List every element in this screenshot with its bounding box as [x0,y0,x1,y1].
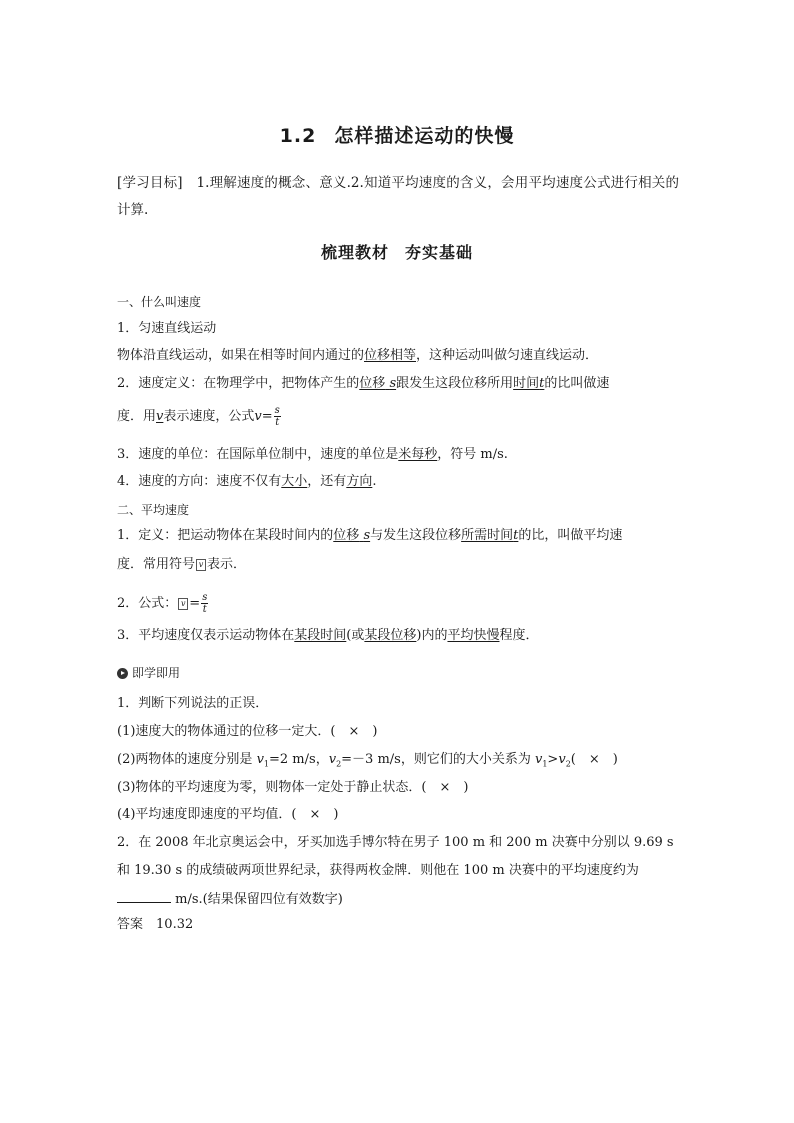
item-uniform-motion-title: 1．匀速直线运动 [117,321,217,336]
text: 3．速度的单位：在国际单位制中，速度的单位是 [117,447,399,462]
item-average-speed-definition [117,527,622,545]
item-average-speed-symbol [117,556,246,574]
text: 3．平均速度仅表示运动物体在 [117,628,295,643]
question-1-2 [117,751,618,774]
lesson-title-text: 怎样描述运动的快慢 [334,125,515,147]
blank-answer: 大小 [281,474,308,489]
text: 与发生这段位移 [370,528,462,543]
text: ( × ) [570,752,618,767]
blank-answer: 某段时间 [294,628,347,643]
blank-answer: 位移相等 [364,348,417,363]
text: (或 [346,628,365,643]
equals-sign: = [189,596,201,611]
formula-lhs: v= [254,409,273,424]
text: 表示速度，公式 [163,409,255,424]
text: 跟发生这段位移所用 [396,376,514,391]
item-speed-definition [117,375,609,393]
denominator: t [202,604,207,615]
v-bar-symbol-icon: v [196,559,206,571]
text: 的比叫做速 [544,376,610,391]
text: ，符号 m/s. [437,447,508,462]
symbol: s [363,528,371,543]
subscript: 2 [565,759,571,769]
text: 位移 [359,376,386,391]
blank-answer [513,376,544,391]
practice-heading-text: 即学即用 [132,666,181,680]
blank-answer [461,528,518,543]
symbol: v [328,752,337,767]
question-2-line-3 [117,890,343,909]
question-1-1: (1)速度大的物体通过的位移一定大．( × ) [117,724,378,739]
practice-heading [117,664,180,682]
text: 表示． [207,557,247,572]
item-speed-formula [117,405,282,428]
text: 所需时间 [461,528,514,543]
play-icon [117,668,128,679]
heading-average-speed: 二、平均速度 [117,503,190,517]
learning-goals [117,170,679,224]
text: > [547,752,559,767]
text: 度．用 [117,409,157,424]
symbol: v [256,752,264,767]
v-bar-symbol-icon: v [178,598,188,610]
blank-answer [359,376,396,391]
answer-value: 10.32 [156,917,194,932]
text: )内的 [416,628,448,643]
answer-blank [117,890,171,903]
answer-label: 答案 [117,917,144,932]
text: m/s.(结果保留四位有效数字) [175,892,343,907]
item-uniform-motion-text [117,347,598,365]
question-1: 1．判断下列说法的正误． [117,696,269,711]
blank-answer [333,528,370,543]
fraction-s-over-t [201,592,208,615]
text: ，还有 [307,474,347,489]
symbol: v [534,752,543,767]
lesson-title [0,121,794,148]
learning-goals-label: [学习目标] [117,175,183,191]
question-2-line-2: 和 19.30 s 的成绩破两项世界纪录，获得两枚金牌．则他在 100 m 决赛中的平均速度约为 [117,863,639,878]
text: 程度． [499,628,539,643]
question-2-line-1: 2．在 2008 年北京奥运会中，牙买加选手博尔特在男子 100 m 和 200 m 决赛中分别以 9.69 s [117,835,674,850]
text: 时间 [513,376,540,391]
item-speed-unit [117,446,508,464]
symbol: t [513,528,519,543]
text: 的比，叫做平均速 [518,528,623,543]
learning-goals-text: 1.理解速度的概念、意义.2.知道平均速度的含义，会用平均速度公式进行相关的计算. [117,175,679,218]
subscript: 1 [542,759,548,769]
blank-answer: 平均快慢 [447,628,500,643]
text: 位移 [333,528,360,543]
text: 2．速度定义：在物理学中，把物体产生的 [117,376,360,391]
blank-answer: 某段位移 [364,628,417,643]
text: 2．公式： [117,596,178,611]
item-average-speed-formula [117,592,209,615]
text: . [372,474,377,489]
numerator: s [274,405,280,416]
question-1-3: (3)物体的平均速度为零，则物体一定处于静止状态．( × ) [117,780,469,795]
symbol: s [389,376,397,391]
text: 1．定义：把运动物体在某段时间内的 [117,528,334,543]
blank-answer: 方向 [346,474,373,489]
symbol: v [558,752,566,767]
fraction-s-over-t [274,405,281,428]
text: 物体沿直线运动，如果在相等时间内通过的 [117,348,365,363]
symbol: t [539,376,545,391]
section-title [0,240,794,263]
denominator: t [275,417,280,428]
text: =2 m/s， [269,752,329,767]
item-speed-direction [117,473,376,491]
answer [117,916,193,934]
lesson-number: 1.2 [279,125,317,147]
heading-what-is-speed: 一、什么叫速度 [117,295,202,309]
question-1-4: (4)平均速度即速度的平均值．( × ) [117,807,339,822]
text: (2)两物体的速度分别是 [117,752,257,767]
blank-answer: v [156,409,164,424]
subscript: 2 [336,759,342,769]
section-title-left: 梳理教材 [320,243,389,262]
text: =－3 m/s，则它们的大小关系为 [341,752,535,767]
item-average-speed-meaning [117,627,539,645]
subscript: 1 [263,759,270,769]
section-title-right: 夯实基础 [405,243,474,262]
blank-answer: 米每秒 [398,447,438,462]
text: 4．速度的方向：速度不仅有 [117,474,282,489]
numerator: s [202,592,208,603]
text: ，这种运动叫做匀速直线运动． [416,348,599,363]
text: 度．常用符号 [117,557,196,572]
